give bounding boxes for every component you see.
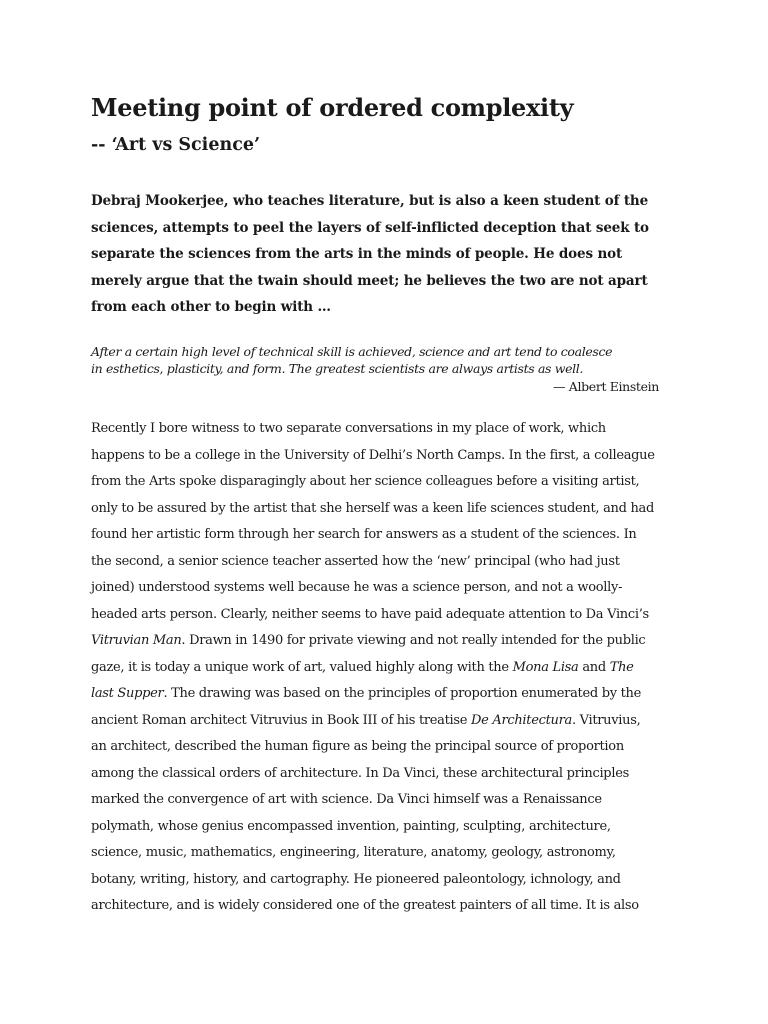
body-text-segment: found her artistic form through her search for answers as a student of the sciences. In [91, 527, 637, 542]
body-text-segment: . Drawn in 1490 for private viewing and not really intended for the public [181, 633, 646, 648]
article-subtitle: -- ‘Art vs Science’ [91, 135, 261, 155]
body-text-segment: happens to be a college in the University of Delhi’s North Camps. In the first, a colleague [91, 447, 655, 463]
body-text-segment: an architect, described the human figure as being the principal source of proportion [91, 739, 624, 754]
body-italic-title: The [609, 659, 634, 675]
body-line [91, 787, 681, 814]
body-text-segment: joined) understood systems well because he was a science person, and not a woolly- [91, 580, 623, 595]
body-line [91, 522, 681, 549]
body-line [91, 443, 681, 470]
body-text-segment: the second, a senior science teacher asserted how the ‘new’ principal (who had just [91, 553, 620, 569]
body-text-segment: botany, writing, history, and cartography. He pioneered paleontology, ichnology, and [91, 871, 621, 887]
body-line [91, 416, 681, 443]
body-line [91, 628, 681, 655]
body-line [91, 734, 681, 761]
body-line [91, 840, 681, 867]
body-italic-title: De Architectura [471, 712, 572, 728]
body-text-segment: polymath, whose genius encompassed invention, painting, sculpting, architecture, [91, 818, 611, 834]
article-intro [91, 188, 681, 321]
body-text-segment: . The drawing was based on the principles of proportion enumerated by the [163, 686, 642, 701]
body-text-segment: architecture, and is widely considered one of the greatest painters of all time. It is also [91, 898, 639, 913]
intro-line: Debraj Mookerjee, who teaches literature, but is also a keen student of the [91, 193, 649, 209]
body-text-segment: only to be assured by the artist that she herself was a keen life sciences student, and had [91, 500, 655, 516]
body-line [91, 575, 681, 602]
body-text-segment: marked the convergence of art with science. Da Vinci himself was a Renaissance [91, 792, 602, 807]
epigraph-quote [91, 343, 681, 396]
body-text-segment: . Vitruvius, [571, 712, 641, 728]
body-italic-title: Mona Lisa [512, 659, 579, 675]
quote-line: in esthetics, plasticity, and form. The greatest scientists are always artists as well. [91, 361, 584, 376]
body-line [91, 655, 681, 682]
body-italic-title: Vitruvian Man [91, 633, 182, 648]
body-text-segment: headed arts person. Clearly, neither seems to have paid adequate attention to Da Vinci’s [91, 606, 649, 622]
body-text-segment: from the Arts spoke disparagingly about her science colleagues before a visiting artist, [91, 474, 640, 489]
intro-line: separate the sciences from the arts in the minds of people. He does not [91, 246, 623, 262]
intro-line: sciences, attempts to peel the layers of self-inflicted deception that seek to [91, 219, 649, 236]
body-line [91, 761, 681, 788]
body-text-segment: ancient Roman architect Vitruvius in Book III of his treatise [91, 712, 472, 728]
body-line [91, 708, 681, 735]
article-title: Meeting point of ordered complexity [91, 93, 574, 122]
intro-line: from each other to begin with … [91, 299, 331, 315]
body-text-segment: gaze, it is today a unique work of art, valued highly along with the [91, 659, 513, 675]
body-line [91, 681, 681, 708]
body-text-segment: and [578, 659, 610, 675]
body-line [91, 549, 681, 576]
body-line [91, 469, 681, 496]
body-italic-title: last Supper [91, 686, 164, 701]
body-line [91, 496, 681, 523]
body-text-segment: Recently I bore witness to two separate conversations in my place of work, which [91, 421, 606, 436]
body-text-segment: among the classical orders of architecture. In Da Vinci, these architectural principles [91, 765, 629, 781]
body-line [91, 814, 681, 841]
body-text-segment: science, music, mathematics, engineering, literature, anatomy, geology, astronomy, [91, 845, 616, 860]
quote-attribution: — Albert Einstein [553, 378, 659, 394]
quote-line: After a certain high level of technical skill is achieved, science and art tend to coalesce [91, 343, 613, 359]
article [91, 92, 681, 920]
article-body [91, 416, 681, 920]
body-line [91, 602, 681, 629]
body-line [91, 867, 681, 894]
body-line [91, 893, 681, 920]
intro-line: merely argue that the twain should meet; he believes the two are not apart [91, 272, 648, 289]
